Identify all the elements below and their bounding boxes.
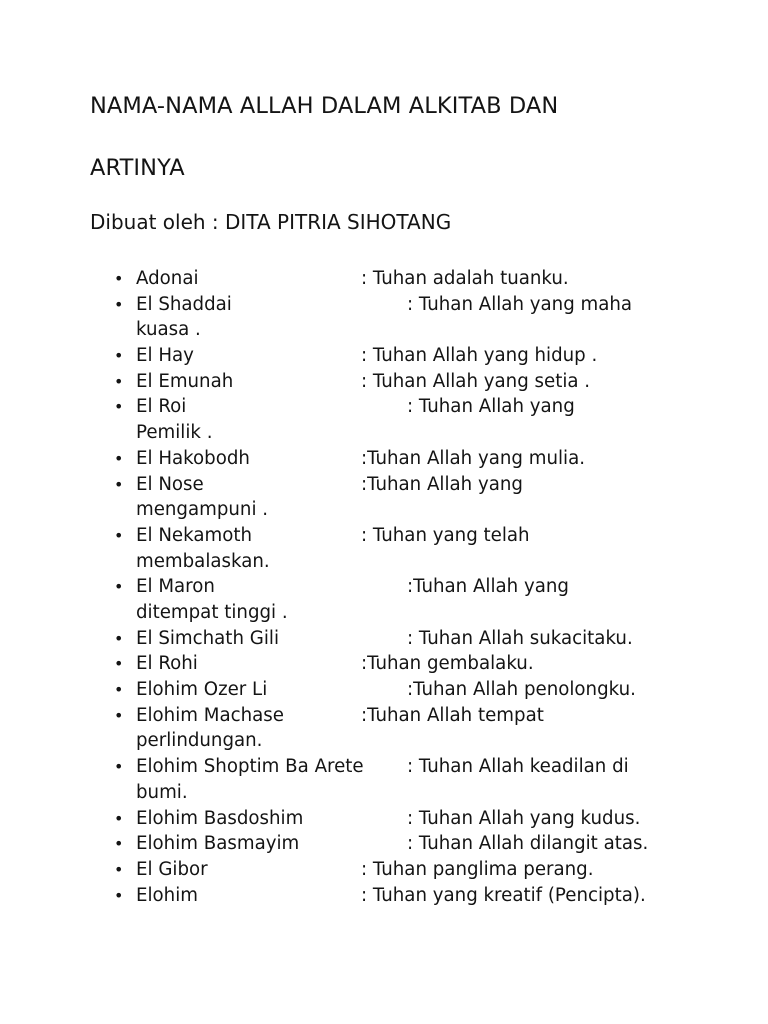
bullet-icon: •	[114, 474, 124, 494]
item-meaning: : Tuhan adalah tuanku.	[361, 268, 569, 289]
list-item	[0, 883, 768, 909]
bullet-icon: •	[114, 269, 124, 288]
item-name: El Simchath Gili	[136, 627, 280, 649]
bullet-icon: •	[114, 525, 124, 545]
list-item	[0, 343, 768, 369]
item-name: El Emunah	[136, 370, 234, 392]
bullet-icon: •	[114, 859, 124, 879]
bullet-icon: •	[114, 757, 124, 777]
bullet-icon: •	[114, 294, 124, 314]
item-name: El Shaddai	[136, 293, 232, 315]
item-meaning: : Tuhan Allah yang	[407, 396, 575, 418]
item-meaning: : Tuhan Allah dilangit atas.	[407, 833, 649, 855]
document-title-line-1: NAMA-NAMA ALLAH DALAM ALKITAB DAN	[90, 93, 559, 119]
item-meaning: :Tuhan gembalaku.	[361, 653, 534, 675]
item-meaning: : Tuhan yang telah	[361, 524, 530, 546]
item-meaning-continuation: Pemilik .	[136, 422, 213, 444]
bullet-icon: •	[114, 346, 124, 366]
item-name: El Maron	[136, 576, 215, 598]
list-item	[0, 574, 768, 625]
item-name: Elohim Machase	[136, 704, 284, 726]
item-meaning-continuation: kuasa .	[136, 319, 201, 341]
item-meaning-continuation: mengampuni .	[136, 499, 269, 521]
bullet-icon: •	[114, 808, 124, 828]
item-meaning-continuation: bumi.	[136, 781, 188, 803]
bullet-icon: •	[114, 397, 124, 417]
list-item	[0, 472, 768, 523]
item-name: Elohim Ozer Li	[136, 679, 268, 701]
list-item	[0, 754, 768, 805]
list-item	[0, 703, 768, 754]
item-meaning-continuation: ditempat tinggi .	[136, 602, 288, 623]
item-meaning: : Tuhan Allah sukacitaku.	[407, 627, 633, 649]
list-item	[0, 446, 768, 472]
item-name: El Roi	[136, 396, 187, 418]
item-name: El Hakobodh	[136, 447, 250, 469]
item-meaning: : Tuhan Allah yang setia .	[361, 370, 591, 392]
item-meaning: :Tuhan Allah tempat	[361, 704, 544, 726]
item-meaning: :Tuhan Allah yang	[361, 473, 523, 495]
list-item	[0, 394, 768, 445]
item-meaning: : Tuhan panglima perang.	[361, 858, 594, 880]
list-item	[0, 626, 768, 652]
bullet-icon: •	[114, 705, 124, 725]
item-name: Elohim Basmayim	[136, 833, 300, 855]
list-item	[0, 806, 768, 832]
list-item	[0, 831, 768, 857]
item-name: Elohim	[136, 884, 198, 906]
bullet-icon: •	[114, 834, 124, 854]
item-name: El Rohi	[136, 653, 198, 675]
list-item	[0, 523, 768, 574]
item-name: El Hay	[136, 345, 194, 367]
item-meaning: : Tuhan Allah yang kudus.	[407, 807, 641, 829]
bullet-icon: •	[114, 371, 124, 391]
bullet-icon: •	[114, 577, 124, 597]
item-meaning: :Tuhan Allah yang mulia.	[361, 447, 586, 469]
item-meaning: :Tuhan Allah penolongku.	[407, 679, 636, 701]
list-item	[0, 651, 768, 677]
author-line: Dibuat oleh : DITA PITRIA SIHOTANG	[90, 210, 452, 234]
document-title-line-2: ARTINYA	[90, 155, 185, 181]
bullet-icon: •	[114, 680, 124, 700]
bullet-icon: •	[114, 448, 124, 468]
list-item	[0, 677, 768, 703]
bullet-icon: •	[114, 885, 124, 905]
item-name: El Nekamoth	[136, 524, 252, 546]
item-meaning: : Tuhan Allah yang maha	[407, 293, 633, 315]
item-meaning: :Tuhan Allah yang	[407, 576, 569, 598]
item-name: El Nose	[136, 473, 204, 495]
list-item	[0, 369, 768, 395]
list-item	[0, 292, 768, 343]
item-meaning: : Tuhan yang kreatif (Pencipta).	[361, 884, 646, 906]
item-name: Elohim Basdoshim	[136, 807, 304, 829]
item-meaning: : Tuhan Allah keadilan di	[407, 756, 629, 778]
item-name: El Gibor	[136, 858, 208, 880]
item-meaning-continuation: membalaskan.	[136, 550, 270, 572]
list-item	[0, 857, 768, 883]
names-list	[0, 266, 768, 908]
list-item	[0, 266, 768, 292]
item-name: Adonai	[136, 268, 199, 289]
item-meaning-continuation: perlindungan.	[136, 730, 263, 752]
item-meaning: : Tuhan Allah yang hidup .	[361, 345, 598, 367]
bullet-icon: •	[114, 654, 124, 674]
item-name: Elohim Shoptim Ba Arete	[136, 756, 364, 778]
bullet-icon: •	[114, 628, 124, 648]
